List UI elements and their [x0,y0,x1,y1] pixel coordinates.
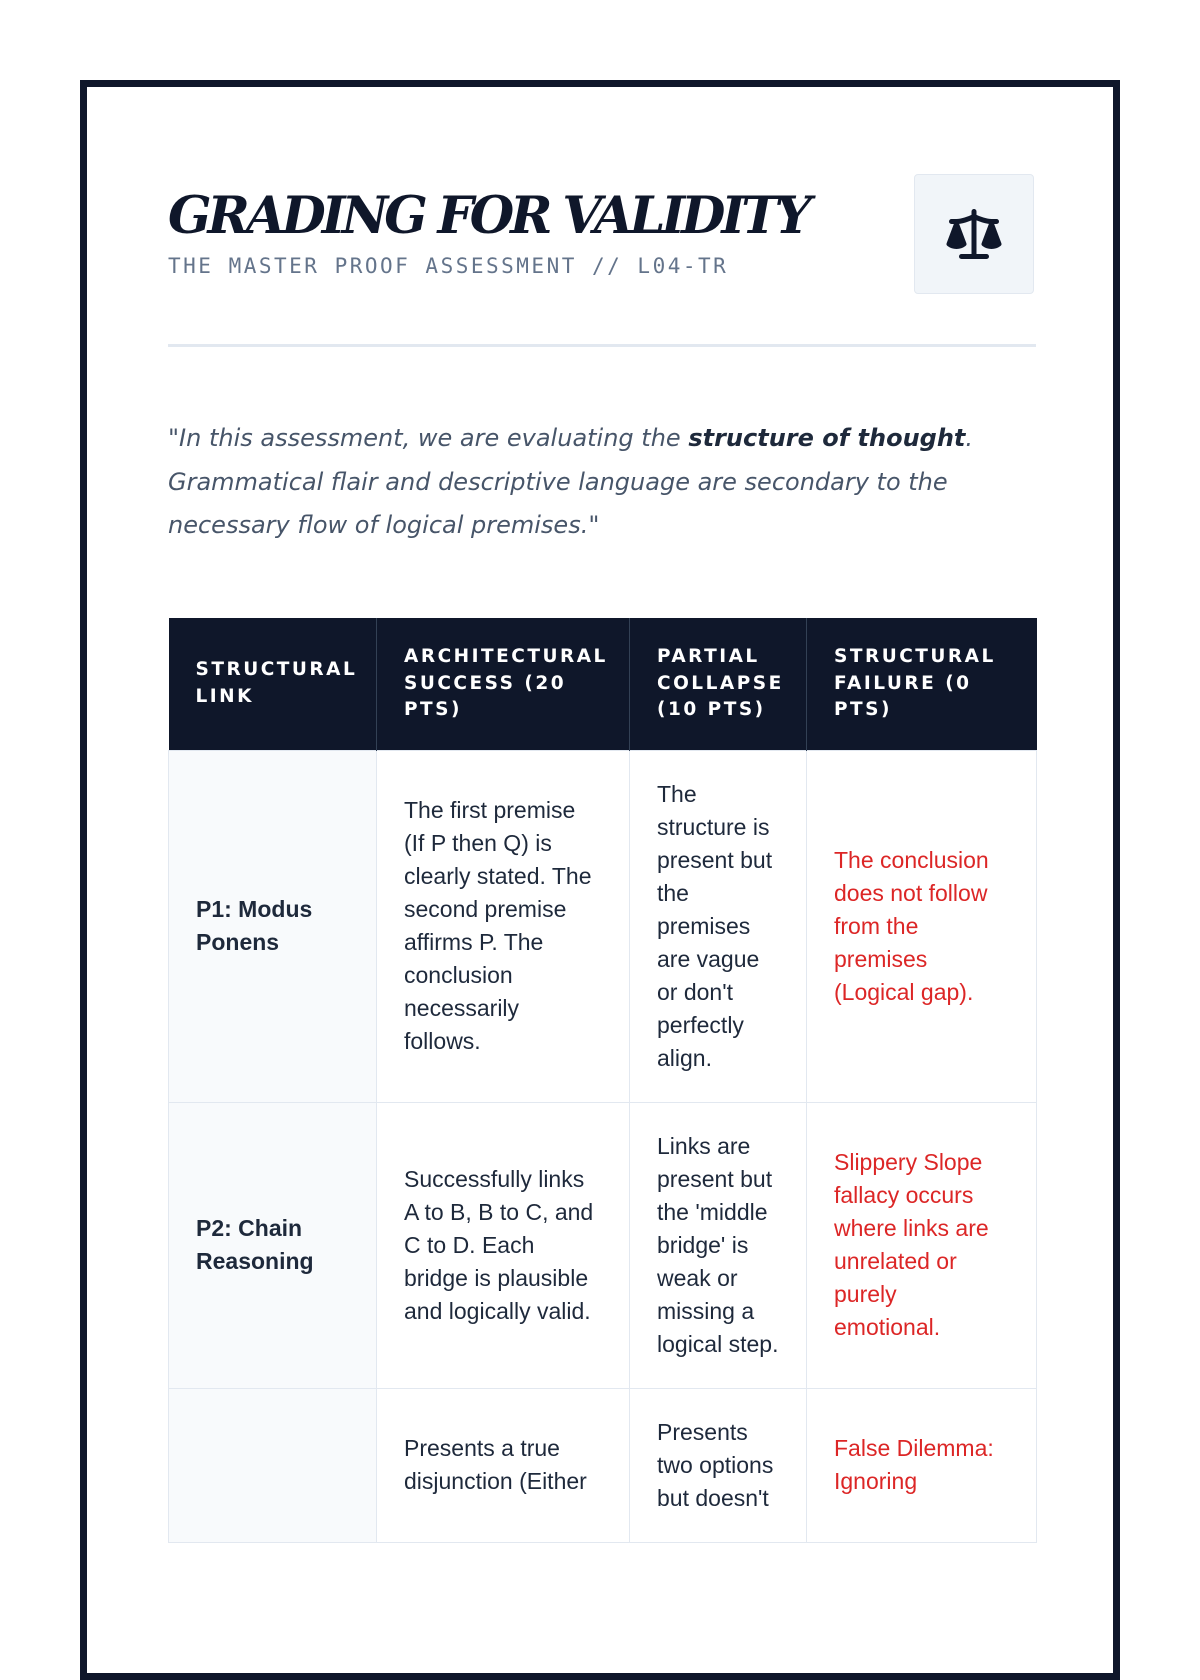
rubric-header-row [169,618,1037,750]
row-link-label: P2: Chain Reasoning [169,1102,377,1388]
row-partial-criteria: Links are present but the 'middle bridge' is weak or missing a logical step. [630,1102,807,1388]
document-frame [80,80,1120,1680]
row-link-label: P1: Modus Ponens [169,750,377,1102]
intro-quote-emphasis: structure of thought [688,424,966,452]
scale-icon [944,204,1004,264]
intro-quote [168,417,1028,548]
table-row [169,1388,1037,1542]
row-failure-criteria: False Dilemma: Ignoring [807,1388,1037,1542]
row-link-label [169,1388,377,1542]
intro-quote-end: . Grammatical flair and descriptive language are secondary to the necessary flow of logical premises." [168,424,974,539]
row-success-criteria: Successfully links A to B, B to C, and C to D. Each bridge is plausible and logically valid. [377,1102,630,1388]
row-partial-criteria: Presents two options but doesn't [630,1388,807,1542]
row-success-criteria: Presents a true disjunction (Either [377,1388,630,1542]
row-partial-criteria: The structure is present but the premises are vague or don't perfectly align. [630,750,807,1102]
header-divider [168,344,1036,347]
row-success-criteria: The first premise (If P then Q) is clearly stated. The second premise affirms P. The conclusion necessarily follows. [377,750,630,1102]
table-row [169,750,1037,1102]
page-subtitle: THE MASTER PROOF ASSESSMENT // L04-TR [168,254,729,278]
header-architectural-success: ARCHITECTURAL SUCCESS (20 PTS) [377,618,630,750]
header-structural-failure: STRUCTURAL FAILURE (0 PTS) [807,618,1037,750]
rubric-table [168,618,1037,1543]
intro-quote-start: "In this assessment, we are evaluating the [168,424,689,452]
row-failure-criteria: The conclusion does not follow from the premises (Logical gap). [807,750,1037,1102]
header-structural-link: STRUCTURAL LINK [169,618,377,750]
header-partial-collapse: PARTIAL COLLAPSE (10 PTS) [630,618,807,750]
scale-icon-box [914,174,1034,294]
document-content [168,87,1036,1511]
row-failure-criteria: Slippery Slope fallacy occurs where links are unrelated or purely emotional. [807,1102,1037,1388]
page-title: GRADING FOR VALIDITY [168,186,808,246]
header [168,87,1036,347]
table-row [169,1102,1037,1388]
